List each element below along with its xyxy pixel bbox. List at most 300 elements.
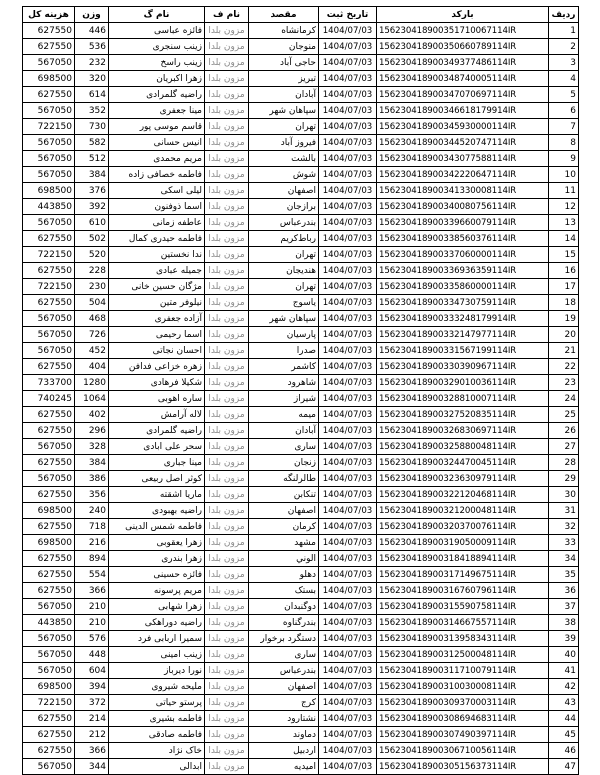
date-cell: 1404/07/03 [319, 647, 377, 663]
sender-cell: مزون بلدا [205, 663, 249, 679]
recipient-name-cell: مریم پرسونه [109, 583, 205, 599]
recipient-name-cell: عاطفه زمانی [109, 215, 205, 231]
weight-cell: 210 [75, 615, 109, 631]
table-row [23, 263, 579, 279]
date-cell: 1404/07/03 [319, 327, 377, 343]
barcode-cell: 156230418900322120468114IR [377, 487, 549, 503]
sender-cell: مزون بلدا [205, 55, 249, 71]
sender-cell: مزون بلدا [205, 215, 249, 231]
weight-cell: 402 [75, 407, 109, 423]
destination-cell: زنجان [249, 455, 319, 471]
sender-cell: مزون بلدا [205, 327, 249, 343]
table-row [23, 199, 579, 215]
destination-cell: اردبیل [249, 743, 319, 759]
table-row [23, 55, 579, 71]
barcode-cell: 156230418900346618179914IR [377, 103, 549, 119]
sender-cell: مزون بلدا [205, 727, 249, 743]
sender-cell: مزون بلدا [205, 71, 249, 87]
date-cell: 1404/07/03 [319, 167, 377, 183]
sender-cell: مزون بلدا [205, 583, 249, 599]
weight-cell: 520 [75, 247, 109, 263]
header-date: تاریخ ثبت [319, 7, 377, 23]
sender-cell: مزون بلدا [205, 407, 249, 423]
barcode-cell: 156230418900344520747114IR [377, 135, 549, 151]
sender-cell: مزون بلدا [205, 487, 249, 503]
cost-cell: 733700 [23, 375, 75, 391]
row-index-cell: 15 [549, 247, 579, 263]
table-row [23, 679, 579, 695]
row-index-cell: 2 [549, 39, 579, 55]
sender-cell: مزون بلدا [205, 519, 249, 535]
weight-cell: 1064 [75, 391, 109, 407]
date-cell: 1404/07/03 [319, 407, 377, 423]
recipient-name-cell: جمیله عبادی [109, 263, 205, 279]
row-index-cell: 42 [549, 679, 579, 695]
sender-cell: مزون بلدا [205, 359, 249, 375]
date-cell: 1404/07/03 [319, 743, 377, 759]
destination-cell: بندرعباس [249, 663, 319, 679]
destination-cell: تهران [249, 119, 319, 135]
table-row [23, 487, 579, 503]
recipient-name-cell: راضیه گلمرادی [109, 87, 205, 103]
weight-cell: 240 [75, 503, 109, 519]
cost-cell: 627550 [23, 727, 75, 743]
table-row [23, 647, 579, 663]
barcode-cell: 156230418900338560376114IR [377, 231, 549, 247]
date-cell: 1404/07/03 [319, 615, 377, 631]
destination-cell: مشهد [249, 535, 319, 551]
cost-cell: 740245 [23, 391, 75, 407]
cost-cell: 698500 [23, 535, 75, 551]
recipient-name-cell: قاسم موسی پور [109, 119, 205, 135]
sender-cell: مزون بلدا [205, 87, 249, 103]
row-index-cell: 8 [549, 135, 579, 151]
sender-cell: مزون بلدا [205, 615, 249, 631]
barcode-cell: 156230418900343077588114IR [377, 151, 549, 167]
sender-cell: مزون بلدا [205, 279, 249, 295]
date-cell: 1404/07/03 [319, 471, 377, 487]
sender-cell: مزون بلدا [205, 759, 249, 775]
sender-cell: مزون بلدا [205, 647, 249, 663]
barcode-cell: 156230418900307490397114IR [377, 727, 549, 743]
date-cell: 1404/07/03 [319, 567, 377, 583]
table-row [23, 103, 579, 119]
destination-cell: اصفهان [249, 679, 319, 695]
sender-cell: مزون بلدا [205, 343, 249, 359]
destination-cell: بندرعباس [249, 215, 319, 231]
cost-cell: 567050 [23, 151, 75, 167]
row-index-cell: 45 [549, 727, 579, 743]
barcode-cell: 156230418900323630979114IR [377, 471, 549, 487]
table-body [23, 23, 579, 775]
cost-cell: 722150 [23, 119, 75, 135]
weight-cell: 356 [75, 487, 109, 503]
cost-cell: 627550 [23, 487, 75, 503]
table-row [23, 215, 579, 231]
sender-cell: مزون بلدا [205, 631, 249, 647]
sender-cell: مزون بلدا [205, 119, 249, 135]
date-cell: 1404/07/03 [319, 231, 377, 247]
sender-cell: مزون بلدا [205, 391, 249, 407]
date-cell: 1404/07/03 [319, 263, 377, 279]
barcode-cell: 156230418900327520835114IR [377, 407, 549, 423]
weight-cell: 210 [75, 599, 109, 615]
barcode-cell: 156230418900320370076114IR [377, 519, 549, 535]
cost-cell: 627550 [23, 359, 75, 375]
row-index-cell: 39 [549, 631, 579, 647]
date-cell: 1404/07/03 [319, 375, 377, 391]
recipient-name-cell: کوثر اصل ربیعی [109, 471, 205, 487]
cost-cell: 567050 [23, 471, 75, 487]
recipient-name-cell: مژگان حسین خانی [109, 279, 205, 295]
table-row [23, 327, 579, 343]
sender-cell: مزون بلدا [205, 375, 249, 391]
row-index-cell: 16 [549, 263, 579, 279]
destination-cell: شوش [249, 167, 319, 183]
table-row [23, 631, 579, 647]
destination-cell: برازجان [249, 199, 319, 215]
cost-cell: 567050 [23, 311, 75, 327]
sender-cell: مزون بلدا [205, 151, 249, 167]
sender-cell: مزون بلدا [205, 199, 249, 215]
row-index-cell: 32 [549, 519, 579, 535]
cost-cell: 698500 [23, 679, 75, 695]
barcode-cell: 156230418900331567199114IR [377, 343, 549, 359]
barcode-cell: 156230418900311710079114IR [377, 663, 549, 679]
recipient-name-cell: سمیرا اربابی فرد [109, 631, 205, 647]
row-index-cell: 34 [549, 551, 579, 567]
date-cell: 1404/07/03 [319, 295, 377, 311]
row-index-cell: 44 [549, 711, 579, 727]
recipient-name-cell: مریم محمدی [109, 151, 205, 167]
recipient-name-cell: انیس حسانی [109, 135, 205, 151]
date-cell: 1404/07/03 [319, 39, 377, 55]
recipient-name-cell: فائزه عباسی [109, 23, 205, 39]
recipient-name-cell: مینا جباری [109, 455, 205, 471]
cost-cell: 567050 [23, 55, 75, 71]
row-index-cell: 21 [549, 343, 579, 359]
row-index-cell: 27 [549, 439, 579, 455]
recipient-name-cell: شکیلا فرهادی [109, 375, 205, 391]
header-weight: وزن [75, 7, 109, 23]
weight-cell: 214 [75, 711, 109, 727]
table-row [23, 247, 579, 263]
weight-cell: 366 [75, 583, 109, 599]
recipient-name-cell: فائزه حسینی [109, 567, 205, 583]
table-row [23, 743, 579, 759]
sender-cell: مزون بلدا [205, 743, 249, 759]
table-row [23, 519, 579, 535]
cost-cell: 627550 [23, 423, 75, 439]
cost-cell: 567050 [23, 647, 75, 663]
row-index-cell: 23 [549, 375, 579, 391]
destination-cell: یاسوج [249, 295, 319, 311]
sender-cell: مزون بلدا [205, 455, 249, 471]
row-index-cell: 35 [549, 567, 579, 583]
weight-cell: 392 [75, 199, 109, 215]
table-row [23, 295, 579, 311]
cost-cell: 722150 [23, 247, 75, 263]
date-cell: 1404/07/03 [319, 343, 377, 359]
sender-cell: مزون بلدا [205, 135, 249, 151]
destination-cell: آبادان [249, 423, 319, 439]
header-destination: مقصد [249, 7, 319, 23]
row-index-cell: 37 [549, 599, 579, 615]
cost-cell: 443850 [23, 199, 75, 215]
recipient-name-cell: راضیه بهبودی [109, 503, 205, 519]
cost-cell: 627550 [23, 87, 75, 103]
cost-cell: 698500 [23, 183, 75, 199]
barcode-cell: 156230418900309370003114IR [377, 695, 549, 711]
barcode-cell: 156230418900308694683114IR [377, 711, 549, 727]
table-row [23, 71, 579, 87]
weight-cell: 452 [75, 343, 109, 359]
destination-cell: کرمانشاه [249, 23, 319, 39]
shipment-sheet [22, 6, 578, 775]
date-cell: 1404/07/03 [319, 711, 377, 727]
weight-cell: 448 [75, 647, 109, 663]
weight-cell: 386 [75, 471, 109, 487]
weight-cell: 328 [75, 439, 109, 455]
table-row [23, 551, 579, 567]
table-row [23, 439, 579, 455]
date-cell: 1404/07/03 [319, 391, 377, 407]
recipient-name-cell: زهره خزاعی فدافن [109, 359, 205, 375]
cost-cell: 567050 [23, 663, 75, 679]
cost-cell: 627550 [23, 295, 75, 311]
weight-cell: 230 [75, 279, 109, 295]
recipient-name-cell: مینا جعفری [109, 103, 205, 119]
cost-cell: 698500 [23, 503, 75, 519]
recipient-name-cell: فاطمه شمس الدینی [109, 519, 205, 535]
date-cell: 1404/07/03 [319, 119, 377, 135]
cost-cell: 443850 [23, 615, 75, 631]
row-index-cell: 12 [549, 199, 579, 215]
cost-cell: 627550 [23, 551, 75, 567]
cost-cell: 627550 [23, 455, 75, 471]
sender-cell: مزون بلدا [205, 503, 249, 519]
destination-cell: دستگرد برخوار [249, 631, 319, 647]
sender-cell: مزون بلدا [205, 263, 249, 279]
header-barcode: بارکد [377, 7, 549, 23]
barcode-cell: 156230418900326830697114IR [377, 423, 549, 439]
date-cell: 1404/07/03 [319, 103, 377, 119]
destination-cell: آبادان [249, 87, 319, 103]
barcode-cell: 156230418900324470045114IR [377, 455, 549, 471]
row-index-cell: 18 [549, 295, 579, 311]
barcode-cell: 156230418900335860000114IR [377, 279, 549, 295]
recipient-name-cell: احسان نجاتی [109, 343, 205, 359]
barcode-cell: 156230418900310030008114IR [377, 679, 549, 695]
destination-cell: ساری [249, 647, 319, 663]
row-index-cell: 28 [549, 455, 579, 471]
weight-cell: 404 [75, 359, 109, 375]
row-index-cell: 3 [549, 55, 579, 71]
barcode-cell: 156230418900325880048114IR [377, 439, 549, 455]
cost-cell: 627550 [23, 231, 75, 247]
table-row [23, 599, 579, 615]
cost-cell: 627550 [23, 39, 75, 55]
destination-cell: تهران [249, 279, 319, 295]
date-cell: 1404/07/03 [319, 23, 377, 39]
date-cell: 1404/07/03 [319, 135, 377, 151]
barcode-cell: 156230418900305156373114IR [377, 759, 549, 775]
weight-cell: 446 [75, 23, 109, 39]
table-row [23, 39, 579, 55]
destination-cell: امیدیه [249, 759, 319, 775]
date-cell: 1404/07/03 [319, 487, 377, 503]
recipient-name-cell: راضیه دوراهکی [109, 615, 205, 631]
destination-cell: حاجی آباد [249, 55, 319, 71]
row-index-cell: 43 [549, 695, 579, 711]
shipment-table [22, 6, 579, 775]
cost-cell: 627550 [23, 23, 75, 39]
sender-cell: مزون بلدا [205, 471, 249, 487]
destination-cell: بستک [249, 583, 319, 599]
recipient-name-cell: خاک نژاد [109, 743, 205, 759]
table-row [23, 391, 579, 407]
date-cell: 1404/07/03 [319, 311, 377, 327]
row-index-cell: 5 [549, 87, 579, 103]
destination-cell: سپاهان شهر [249, 103, 319, 119]
barcode-cell: 156230418900336936359114IR [377, 263, 549, 279]
date-cell: 1404/07/03 [319, 455, 377, 471]
row-index-cell: 7 [549, 119, 579, 135]
header-name: نام گ [109, 7, 205, 23]
date-cell: 1404/07/03 [319, 695, 377, 711]
barcode-cell: 156230418900345930000114IR [377, 119, 549, 135]
destination-cell: کرج [249, 695, 319, 711]
cost-cell: 627550 [23, 583, 75, 599]
weight-cell: 320 [75, 71, 109, 87]
weight-cell: 502 [75, 231, 109, 247]
weight-cell: 366 [75, 743, 109, 759]
recipient-name-cell: لیلی اسکی [109, 183, 205, 199]
destination-cell: دهلو [249, 567, 319, 583]
sender-cell: مزون بلدا [205, 295, 249, 311]
table-row [23, 535, 579, 551]
destination-cell: صدرا [249, 343, 319, 359]
destination-cell: تبریز [249, 71, 319, 87]
weight-cell: 536 [75, 39, 109, 55]
cost-cell: 627550 [23, 407, 75, 423]
table-row [23, 23, 579, 39]
cost-cell: 567050 [23, 103, 75, 119]
table-row [23, 359, 579, 375]
table-row [23, 759, 579, 775]
weight-cell: 216 [75, 535, 109, 551]
destination-cell: رباط‌کریم [249, 231, 319, 247]
destination-cell: الوني [249, 551, 319, 567]
table-row [23, 455, 579, 471]
barcode-cell: 156230418900339660079114IR [377, 215, 549, 231]
recipient-name-cell: ابدالی [109, 759, 205, 775]
weight-cell: 726 [75, 327, 109, 343]
date-cell: 1404/07/03 [319, 663, 377, 679]
destination-cell: کرمان [249, 519, 319, 535]
sender-cell: مزون بلدا [205, 567, 249, 583]
recipient-name-cell: زینب امینی [109, 647, 205, 663]
barcode-cell: 156230418900348740005114IR [377, 71, 549, 87]
destination-cell: فیروز آباد [249, 135, 319, 151]
barcode-cell: 156230418900316760796114IR [377, 583, 549, 599]
recipient-name-cell: زهرا اکبریان [109, 71, 205, 87]
recipient-name-cell: آزاده جعفری [109, 311, 205, 327]
weight-cell: 344 [75, 759, 109, 775]
row-index-cell: 19 [549, 311, 579, 327]
barcode-cell: 156230418900329010036114IR [377, 375, 549, 391]
barcode-cell: 156230418900330390967114IR [377, 359, 549, 375]
date-cell: 1404/07/03 [319, 439, 377, 455]
date-cell: 1404/07/03 [319, 199, 377, 215]
weight-cell: 610 [75, 215, 109, 231]
weight-cell: 512 [75, 151, 109, 167]
barcode-cell: 156230418900312500048114IR [377, 647, 549, 663]
destination-cell: پارسیان [249, 327, 319, 343]
date-cell: 1404/07/03 [319, 503, 377, 519]
recipient-name-cell: زینب سنجری [109, 39, 205, 55]
barcode-cell: 156230418900315590758114IR [377, 599, 549, 615]
cost-cell: 722150 [23, 695, 75, 711]
weight-cell: 232 [75, 55, 109, 71]
weight-cell: 504 [75, 295, 109, 311]
date-cell: 1404/07/03 [319, 247, 377, 263]
date-cell: 1404/07/03 [319, 71, 377, 87]
recipient-name-cell: زهرا بندری [109, 551, 205, 567]
row-index-cell: 38 [549, 615, 579, 631]
date-cell: 1404/07/03 [319, 215, 377, 231]
table-row [23, 407, 579, 423]
date-cell: 1404/07/03 [319, 359, 377, 375]
table-row [23, 423, 579, 439]
weight-cell: 582 [75, 135, 109, 151]
row-index-cell: 24 [549, 391, 579, 407]
sender-cell: مزون بلدا [205, 679, 249, 695]
date-cell: 1404/07/03 [319, 759, 377, 775]
recipient-name-cell: فاطمه حیدری کمال [109, 231, 205, 247]
sender-cell: مزون بلدا [205, 183, 249, 199]
sender-cell: مزون بلدا [205, 167, 249, 183]
recipient-name-cell: اسما ذوفنون [109, 199, 205, 215]
cost-cell: 567050 [23, 759, 75, 775]
table-row [23, 87, 579, 103]
sender-cell: مزون بلدا [205, 551, 249, 567]
recipient-name-cell: ندا نخستین [109, 247, 205, 263]
recipient-name-cell: فاطمه بشیری [109, 711, 205, 727]
weight-cell: 468 [75, 311, 109, 327]
recipient-name-cell: زهرا شهابی [109, 599, 205, 615]
weight-cell: 376 [75, 183, 109, 199]
recipient-name-cell: زینب راسخ [109, 55, 205, 71]
sender-cell: مزون بلدا [205, 695, 249, 711]
recipient-name-cell: نیلوفر متین [109, 295, 205, 311]
destination-cell: طالرلنگه [249, 471, 319, 487]
row-index-cell: 36 [549, 583, 579, 599]
table-row [23, 503, 579, 519]
destination-cell: کاشمر [249, 359, 319, 375]
row-index-cell: 25 [549, 407, 579, 423]
destination-cell: اصفهان [249, 503, 319, 519]
date-cell: 1404/07/03 [319, 279, 377, 295]
date-cell: 1404/07/03 [319, 535, 377, 551]
row-index-cell: 31 [549, 503, 579, 519]
barcode-cell: 156230418900347070697114IR [377, 87, 549, 103]
sender-cell: مزون بلدا [205, 23, 249, 39]
table-row [23, 135, 579, 151]
table-row [23, 695, 579, 711]
header-index: ردیف [549, 7, 579, 23]
barcode-cell: 156230418900306710056114IR [377, 743, 549, 759]
